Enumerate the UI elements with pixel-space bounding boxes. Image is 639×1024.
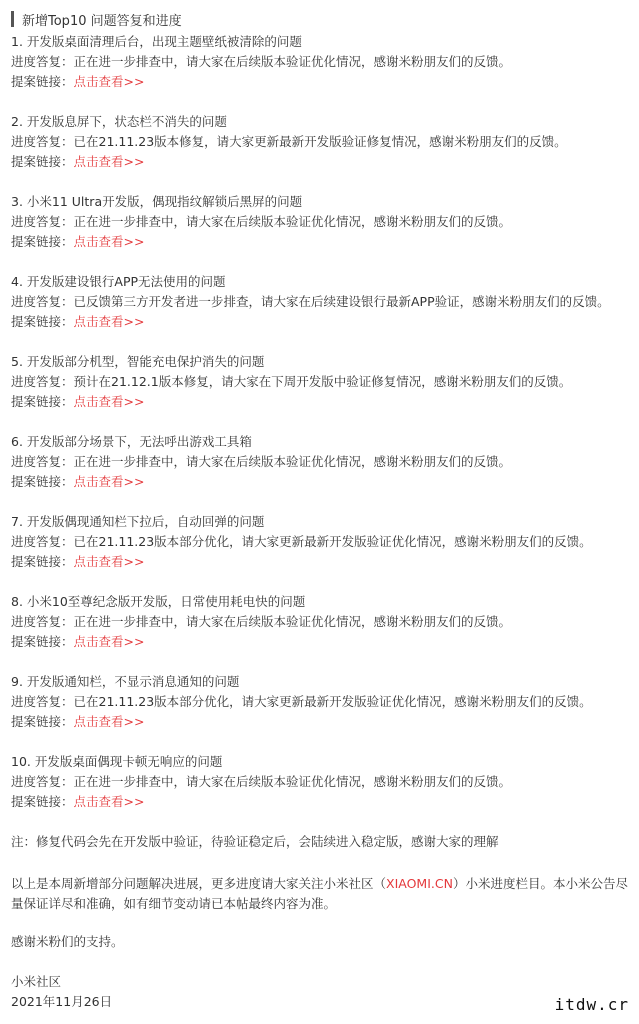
issue-item (11, 752, 631, 812)
issue-title: 4. 开发版建设银行APP无法使用的问题 (11, 274, 226, 289)
issue-link-row (11, 392, 631, 412)
issue-link-label: 提案链接： (11, 234, 74, 249)
issue-reply: 进度答复：正在进一步排查中，请大家在后续版本验证优化情况，感谢米粉朋友们的反馈。 (11, 454, 512, 469)
article-body (11, 0, 631, 1012)
issue-reply: 进度答复：已在21.11.23版本修复，请大家更新最新开发版验证修复情况，感谢米粉朋友们的反馈。 (11, 134, 567, 149)
note-text: 注：修复代码会先在开发版中验证，待验证稳定后，会陆续进入稳定版，感谢大家的理解 (11, 834, 499, 849)
issue-item (11, 272, 631, 332)
issue-list (11, 32, 631, 812)
issue-link-label: 提案链接： (11, 394, 74, 409)
issue-link-label: 提案链接： (11, 74, 74, 89)
issue-link-row (11, 152, 631, 172)
section-heading (11, 6, 631, 32)
issue-reply: 进度答复：预计在21.12.1版本修复，请大家在下周开发版中验证修复情况，感谢米粉朋友们的反馈。 (11, 374, 572, 389)
issue-item (11, 672, 631, 732)
view-proposal-link[interactable]: 点击查看>> (73, 74, 145, 89)
issue-link-row (11, 232, 631, 252)
summary-text-before: 以上是本周新增部分问题解决进展，更多进度请大家关注小米社区（ (11, 876, 387, 891)
issue-item (11, 432, 631, 492)
issue-link-row (11, 712, 631, 732)
view-proposal-link[interactable]: 点击查看>> (73, 474, 145, 489)
issue-title: 2. 开发版息屏下，状态栏不消失的问题 (11, 114, 227, 129)
view-proposal-link[interactable]: 点击查看>> (73, 634, 145, 649)
issue-link-row (11, 632, 631, 652)
issue-link-label: 提案链接： (11, 634, 74, 649)
issue-title: 3. 小米11 Ultra开发版，偶现指纹解锁后黑屏的问题 (11, 194, 303, 209)
summary-text-after: ）小米进度栏目。本小米公告尽量保证详尽和准确，如有细节变动请已本帖最终内容为准。 (11, 876, 628, 911)
issue-reply: 进度答复：正在进一步排查中，请大家在后续版本验证优化情况，感谢米粉朋友们的反馈。 (11, 774, 512, 789)
issue-title: 10. 开发版桌面偶现卡顿无响应的问题 (11, 754, 223, 769)
issue-item (11, 592, 631, 652)
issue-title: 7. 开发版偶现通知栏下拉后，自动回弹的问题 (11, 514, 265, 529)
issue-link-label: 提案链接： (11, 314, 74, 329)
view-proposal-link[interactable]: 点击查看>> (73, 794, 145, 809)
summary-paragraph (11, 874, 631, 914)
issue-reply: 进度答复：已在21.11.23版本部分优化，请大家更新最新开发版验证优化情况，感谢米粉朋友们的反馈。 (11, 694, 592, 709)
issue-link-row (11, 72, 631, 92)
view-proposal-link[interactable]: 点击查看>> (73, 154, 145, 169)
view-proposal-link[interactable]: 点击查看>> (73, 554, 145, 569)
issue-link-label: 提案链接： (11, 714, 74, 729)
issue-item (11, 352, 631, 412)
issue-link-label: 提案链接： (11, 554, 74, 569)
issue-reply: 进度答复：已反馈第三方开发者进一步排查，请大家在后续建设银行最新APP验证，感谢米粉朋友们的反馈。 (11, 294, 610, 309)
issue-link-row (11, 792, 631, 812)
issue-item (11, 192, 631, 252)
view-proposal-link[interactable]: 点击查看>> (73, 234, 145, 249)
issue-reply: 进度答复：已在21.11.23版本部分优化，请大家更新最新开发版验证优化情况，感谢米粉朋友们的反馈。 (11, 534, 592, 549)
issue-link-label: 提案链接： (11, 474, 74, 489)
issue-link-row (11, 552, 631, 572)
issue-title: 5. 开发版部分机型，智能充电保护消失的问题 (11, 354, 265, 369)
issue-reply: 进度答复：正在进一步排查中，请大家在后续版本验证优化情况，感谢米粉朋友们的反馈。 (11, 214, 512, 229)
view-proposal-link[interactable]: 点击查看>> (73, 314, 145, 329)
issue-item (11, 32, 631, 92)
issue-item (11, 112, 631, 172)
issue-link-row (11, 472, 631, 492)
signature-name: 小米社区 (11, 974, 62, 989)
heading-bar (11, 11, 14, 27)
view-proposal-link[interactable]: 点击查看>> (73, 714, 145, 729)
issue-reply: 进度答复：正在进一步排查中，请大家在后续版本验证优化情况，感谢米粉朋友们的反馈。 (11, 614, 512, 629)
issue-link-label: 提案链接： (11, 794, 74, 809)
view-proposal-link[interactable]: 点击查看>> (73, 394, 145, 409)
watermark: itdw.cr (554, 995, 629, 1014)
issue-item (11, 512, 631, 572)
section-heading-text: 新增Top10 问题答复和进度 (22, 13, 182, 29)
issue-link-row (11, 312, 631, 332)
issue-title: 1. 开发版桌面清理后台，出现主题壁纸被清除的问题 (11, 34, 302, 49)
signature-date: 2021年11月26日 (11, 994, 113, 1009)
community-site-link[interactable]: XIAOMI.CN (386, 876, 453, 891)
issue-title: 8. 小米10至尊纪念版开发版，日常使用耗电快的问题 (11, 594, 306, 609)
issue-title: 6. 开发版部分场景下，无法呼出游戏工具箱 (11, 434, 252, 449)
thanks-text: 感谢米粉们的支持。 (11, 934, 124, 949)
issue-link-label: 提案链接： (11, 154, 74, 169)
issue-title: 9. 开发版通知栏，不显示消息通知的问题 (11, 674, 240, 689)
issue-reply: 进度答复：正在进一步排查中，请大家在后续版本验证优化情况，感谢米粉朋友们的反馈。 (11, 54, 512, 69)
